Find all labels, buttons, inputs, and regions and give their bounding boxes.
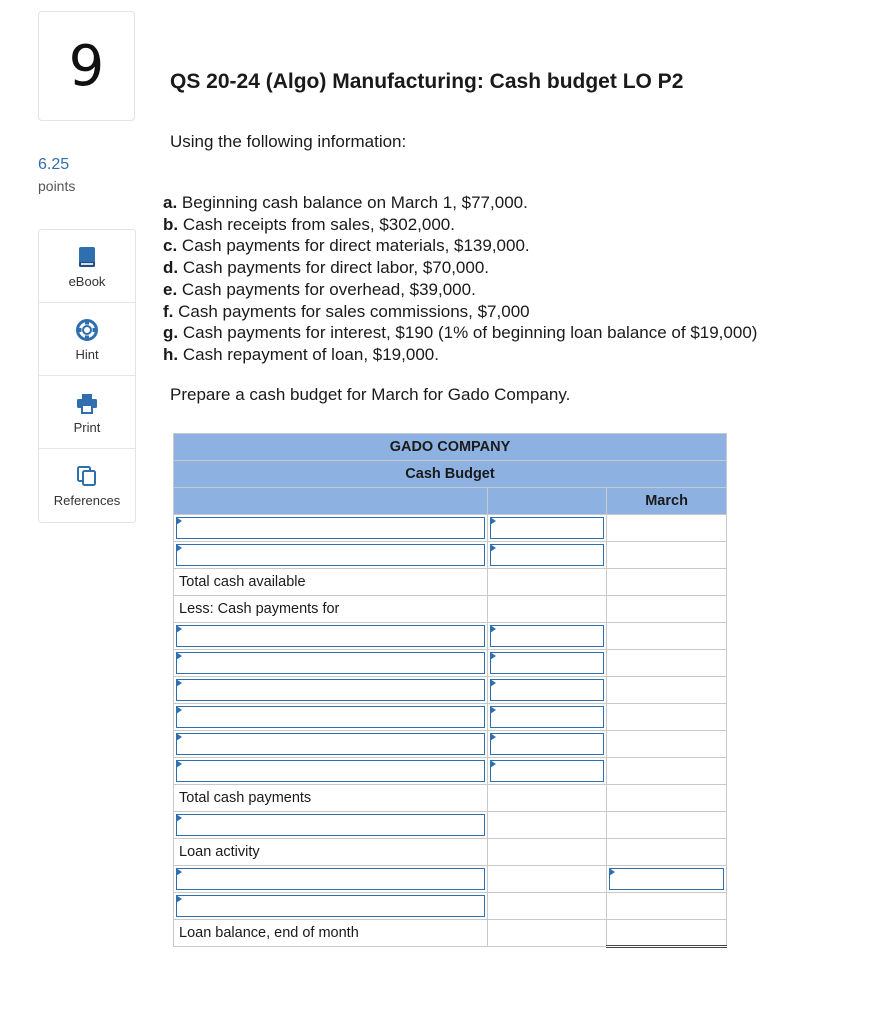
less-cash-payments-label: Less: Cash payments for (174, 596, 488, 623)
ebook-label: eBook (68, 274, 106, 289)
table-row (174, 893, 727, 920)
table-header-columns (174, 488, 727, 515)
table-row (174, 758, 727, 785)
list-item: a. Beginning cash balance on March 1, $77,000. (163, 193, 528, 212)
amount-input[interactable] (488, 542, 607, 569)
question-number-box (38, 11, 135, 121)
table-row (174, 650, 727, 677)
list-item: b. Cash receipts from sales, $302,000. (163, 214, 455, 234)
company-name: GADO COMPANY (174, 434, 727, 461)
question-number: 9 (68, 33, 105, 99)
table-row (174, 623, 727, 650)
references-label: References (53, 493, 121, 508)
table-row (174, 677, 727, 704)
table-row (174, 515, 727, 542)
info-list (163, 192, 757, 366)
label-select[interactable] (174, 731, 488, 758)
amount-input[interactable] (607, 866, 727, 893)
list-item: g. Cash payments for interest, $190 (1% of beginning loan balance of $19,000) (163, 323, 758, 343)
table-row (174, 812, 727, 839)
table-row (174, 569, 727, 596)
tools-panel (38, 229, 136, 523)
table-header-company (174, 434, 727, 461)
print-button[interactable] (39, 376, 135, 449)
amount-input[interactable] (488, 758, 607, 785)
hint-button[interactable] (39, 303, 135, 376)
loan-activity-label: Loan activity (174, 839, 488, 866)
prompt-text: Prepare a cash budget for March for Gado Company. (170, 385, 571, 404)
print-label: Print (73, 420, 101, 435)
table-row (174, 542, 727, 569)
label-select[interactable] (174, 677, 488, 704)
list-item: f. Cash payments for sales commissions, $7,000 (163, 301, 530, 321)
table-row (174, 920, 727, 947)
budget-subtitle: Cash Budget (174, 461, 727, 488)
loan-balance-label: Loan balance, end of month (174, 920, 488, 947)
book-icon (76, 246, 98, 268)
copy-pages-icon (76, 465, 98, 487)
table-row (174, 785, 727, 812)
list-item: e. Cash payments for overhead, $39,000. (163, 279, 476, 299)
points-value: 6.25 (38, 156, 70, 173)
table-row (174, 731, 727, 758)
table-row (174, 866, 727, 893)
ebook-button[interactable] (39, 230, 135, 303)
amount-input[interactable] (488, 650, 607, 677)
amount-input[interactable] (488, 731, 607, 758)
table-header-subtitle (174, 461, 727, 488)
printer-icon (76, 392, 98, 414)
label-select[interactable] (174, 542, 488, 569)
amount-input[interactable] (488, 704, 607, 731)
table-row (174, 596, 727, 623)
label-select[interactable] (174, 758, 488, 785)
table-row (174, 704, 727, 731)
label-select[interactable] (174, 893, 488, 920)
total-cash-payments-label: Total cash payments (174, 785, 488, 812)
list-item: d. Cash payments for direct labor, $70,000. (163, 258, 490, 278)
total-cash-available-label: Total cash available (174, 569, 488, 596)
amount-input[interactable] (488, 623, 607, 650)
column-header-march: March (607, 488, 727, 515)
loan-balance-total (607, 920, 727, 947)
points-label: points (38, 178, 76, 194)
label-select[interactable] (174, 650, 488, 677)
label-select[interactable] (174, 515, 488, 542)
cash-budget-table (173, 433, 727, 948)
amount-input[interactable] (488, 515, 607, 542)
amount-input[interactable] (488, 677, 607, 704)
list-item: h. Cash repayment of loan, $19,000. (163, 344, 439, 364)
label-select[interactable] (174, 704, 488, 731)
table-row (174, 839, 727, 866)
label-select[interactable] (174, 866, 488, 893)
intro-text: Using the following information: (170, 132, 407, 151)
hint-label: Hint (75, 347, 99, 362)
lifebuoy-icon (76, 319, 98, 341)
question-title: QS 20-24 (Algo) Manufacturing: Cash budget LO P2 (170, 70, 684, 93)
label-select[interactable] (174, 623, 488, 650)
references-button[interactable] (39, 449, 135, 522)
list-item: c. Cash payments for direct materials, $139,000. (163, 236, 530, 256)
label-select[interactable] (174, 812, 488, 839)
